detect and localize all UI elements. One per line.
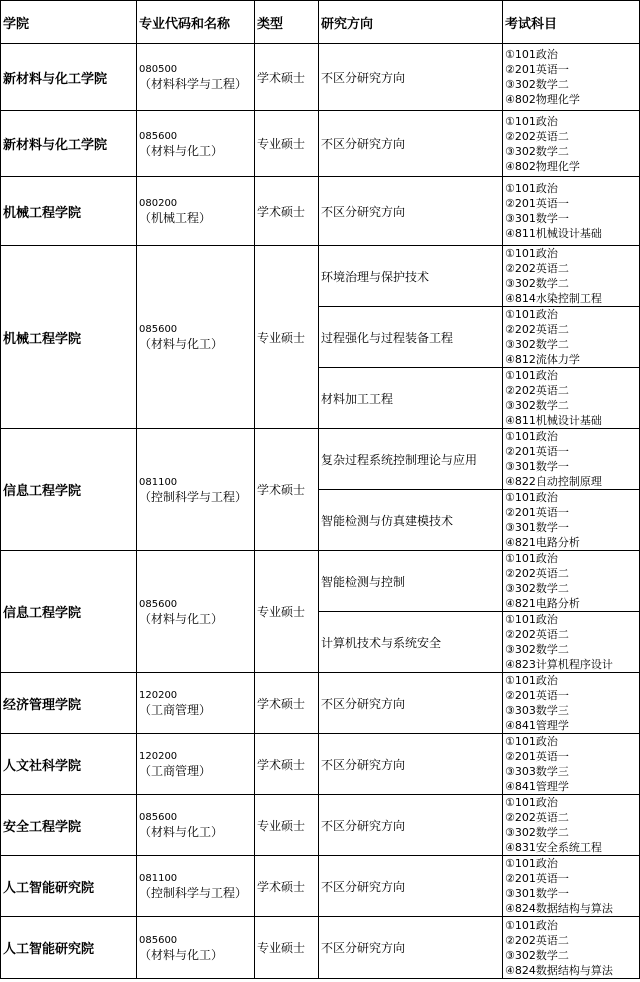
exam-subject: ②202英语二 xyxy=(505,129,569,143)
exam-subjects-cell xyxy=(503,429,640,490)
college-cell: 机械工程学院 xyxy=(1,177,137,246)
research-direction-cell: 不区分研究方向 xyxy=(319,856,503,917)
exam-subjects-cell xyxy=(503,917,640,979)
exam-subject: ③302数学二 xyxy=(505,826,569,839)
exam-subject: ③301数学一 xyxy=(505,460,569,473)
research-direction-cell: 不区分研究方向 xyxy=(319,917,503,979)
exam-subject: ①101政治 xyxy=(505,114,558,128)
table-row xyxy=(1,917,640,979)
exam-subject: ③301数学一 xyxy=(505,521,569,534)
exam-subject: ①101政治 xyxy=(505,796,558,809)
exam-subject: ①101政治 xyxy=(505,48,558,61)
header-exams: 考试科目 xyxy=(503,1,640,44)
major-code: 081100 xyxy=(139,873,178,884)
degree-type-cell: 专业硕士 xyxy=(255,917,319,979)
table-row xyxy=(1,734,640,795)
exam-subject: ②202英语二 xyxy=(505,628,569,641)
exam-subject: ②202英语二 xyxy=(505,933,569,947)
exam-subject: ②202英语二 xyxy=(505,262,569,275)
degree-type-cell: 专业硕士 xyxy=(255,111,319,177)
exam-subject: ①101政治 xyxy=(505,430,558,443)
research-direction-cell: 智能检测与控制 xyxy=(319,551,503,612)
major-code: 080500 xyxy=(139,64,178,75)
exam-subject: ③302数学二 xyxy=(505,144,569,158)
exam-subject: ④802物理化学 xyxy=(505,93,580,106)
table-row xyxy=(1,795,640,856)
exam-subject: ②201英语一 xyxy=(505,872,569,885)
exam-subjects-cell xyxy=(503,551,640,612)
table-row xyxy=(1,111,640,177)
exam-subject: ④811机械设计基础 xyxy=(505,227,602,240)
major-cell xyxy=(137,917,255,979)
major-code: 085600 xyxy=(139,934,178,946)
exam-subject: ①101政治 xyxy=(505,247,558,260)
major-name: （材料科学与工程） xyxy=(139,77,248,91)
exam-subject: ③301数学一 xyxy=(505,212,569,225)
major-code: 081100 xyxy=(139,476,178,488)
research-direction-cell: 智能检测与仿真建模技术 xyxy=(319,490,503,551)
header-type: 类型 xyxy=(255,1,319,44)
exam-subjects-cell xyxy=(503,307,640,368)
college-cell: 机械工程学院 xyxy=(1,246,137,429)
exam-subject: ④814水染控制工程 xyxy=(505,292,602,305)
exam-subject: ①101政治 xyxy=(505,308,558,321)
exam-subject: ③302数学二 xyxy=(505,582,569,595)
exam-subject: ④841管理学 xyxy=(505,780,569,793)
table-row xyxy=(1,429,640,490)
research-direction-cell: 不区分研究方向 xyxy=(319,44,503,111)
exam-subject: ③302数学二 xyxy=(505,78,569,91)
degree-type-cell: 学术硕士 xyxy=(255,734,319,795)
exam-subjects-cell xyxy=(503,44,640,111)
major-name: （材料与化工） xyxy=(139,825,224,839)
exam-subject: ②201英语一 xyxy=(505,445,569,458)
exam-subjects-cell xyxy=(503,111,640,177)
college-cell: 经济管理学院 xyxy=(1,673,137,734)
exam-subjects-cell xyxy=(503,612,640,673)
table-row xyxy=(1,44,640,111)
exam-subject: ①101政治 xyxy=(505,552,558,565)
research-direction-cell: 计算机技术与系统安全 xyxy=(319,612,503,673)
major-name: （控制科学与工程） xyxy=(139,886,248,900)
exam-subject: ①101政治 xyxy=(505,674,558,687)
exam-subject: ②202英语二 xyxy=(505,384,569,397)
college-cell: 新材料与化工学院 xyxy=(1,111,137,177)
exam-subject: ③302数学二 xyxy=(505,948,569,962)
exam-subject: ③302数学二 xyxy=(505,338,569,351)
major-code: 080200 xyxy=(139,198,178,209)
exam-subjects-cell xyxy=(503,177,640,246)
major-code: 120200 xyxy=(139,690,178,701)
college-cell: 人工智能研究院 xyxy=(1,856,137,917)
major-cell xyxy=(137,734,255,795)
major-cell xyxy=(137,177,255,246)
exam-subject: ①101政治 xyxy=(505,735,558,748)
research-direction-cell: 材料加工工程 xyxy=(319,368,503,429)
exam-subject: ④823计算机程序设计 xyxy=(505,658,613,671)
major-name: （材料与化工） xyxy=(139,947,224,962)
major-name: （工商管理） xyxy=(139,703,212,717)
research-direction-cell: 复杂过程系统控制理论与应用 xyxy=(319,429,503,490)
table-row xyxy=(1,177,640,246)
exam-subject: ④811机械设计基础 xyxy=(505,414,602,427)
exam-subject: ③302数学二 xyxy=(505,643,569,656)
exam-subjects-cell xyxy=(503,856,640,917)
header-direction: 研究方向 xyxy=(319,1,503,44)
exam-subject: ①101政治 xyxy=(505,491,558,504)
major-cell xyxy=(137,673,255,734)
research-direction-cell: 不区分研究方向 xyxy=(319,734,503,795)
exam-subject: ④821电路分析 xyxy=(505,536,580,549)
exam-subjects-cell xyxy=(503,734,640,795)
exam-subject: ②201英语一 xyxy=(505,197,569,210)
research-direction-cell: 环境治理与保护技术 xyxy=(319,246,503,307)
exam-subject: ④831安全系统工程 xyxy=(505,841,602,854)
major-cell xyxy=(137,44,255,111)
major-cell xyxy=(137,795,255,856)
degree-type-cell: 学术硕士 xyxy=(255,856,319,917)
college-cell: 安全工程学院 xyxy=(1,795,137,856)
major-cell xyxy=(137,111,255,177)
major-cell xyxy=(137,429,255,551)
exam-subject: ②201英语一 xyxy=(505,689,569,702)
exam-subject: ②201英语一 xyxy=(505,63,569,76)
major-cell xyxy=(137,856,255,917)
major-name: （材料与化工） xyxy=(139,611,224,626)
research-direction-cell: 不区分研究方向 xyxy=(319,111,503,177)
exam-subject: ④821电路分析 xyxy=(505,597,580,610)
exam-subject: ③302数学二 xyxy=(505,399,569,412)
degree-type-cell: 专业硕士 xyxy=(255,795,319,856)
exam-subject: ①101政治 xyxy=(505,613,558,626)
degree-type-cell: 学术硕士 xyxy=(255,177,319,246)
table-body xyxy=(1,44,640,979)
exam-subject: ④812流体力学 xyxy=(505,353,580,366)
major-name: （控制科学与工程） xyxy=(139,489,248,504)
header-college: 学院 xyxy=(1,1,137,44)
major-code: 085600 xyxy=(139,812,178,823)
exam-subject: ②201英语一 xyxy=(505,506,569,519)
major-cell xyxy=(137,551,255,673)
major-code: 085600 xyxy=(139,598,178,610)
exam-subject: ④824数据结构与算法 xyxy=(505,902,613,915)
major-name: （材料与化工） xyxy=(139,143,224,158)
major-code: 120200 xyxy=(139,751,178,762)
exam-subject: ③301数学一 xyxy=(505,887,569,900)
exam-subject: ①101政治 xyxy=(505,369,558,382)
exam-subject: ②202英语二 xyxy=(505,567,569,580)
exam-subjects-cell xyxy=(503,490,640,551)
research-direction-cell: 不区分研究方向 xyxy=(319,673,503,734)
degree-type-cell: 专业硕士 xyxy=(255,246,319,429)
table-row xyxy=(1,551,640,612)
header-major: 专业代码和名称 xyxy=(137,1,255,44)
exam-subject: ②202英语二 xyxy=(505,811,569,824)
exam-subject: ①101政治 xyxy=(505,918,558,932)
header-row xyxy=(1,1,640,44)
exam-subject: ②202英语二 xyxy=(505,323,569,336)
exam-subject: ③303数学三 xyxy=(505,765,569,778)
exam-subject: ④824数据结构与算法 xyxy=(505,963,613,977)
exam-subjects-cell xyxy=(503,795,640,856)
major-cell xyxy=(137,246,255,429)
major-name: （机械工程） xyxy=(139,211,212,225)
table-row xyxy=(1,673,640,734)
college-cell: 人文社科学院 xyxy=(1,734,137,795)
exam-subjects-cell xyxy=(503,246,640,307)
exam-subject: ①101政治 xyxy=(505,182,558,195)
major-code: 085600 xyxy=(139,324,178,335)
research-direction-cell: 过程强化与过程装备工程 xyxy=(319,307,503,368)
exam-subject: ④822自动控制原理 xyxy=(505,475,602,488)
exam-subject: ④802物理化学 xyxy=(505,159,580,173)
exam-subject: ④841管理学 xyxy=(505,719,569,732)
degree-type-cell: 专业硕士 xyxy=(255,551,319,673)
exam-subject: ②201英语一 xyxy=(505,750,569,763)
degree-type-cell: 学术硕士 xyxy=(255,429,319,551)
exam-subject: ③302数学二 xyxy=(505,277,569,290)
college-cell: 信息工程学院 xyxy=(1,551,137,673)
exam-subjects-cell xyxy=(503,368,640,429)
major-code: 085600 xyxy=(139,130,178,142)
table-row xyxy=(1,246,640,307)
exam-subject: ③303数学三 xyxy=(505,704,569,717)
exam-subjects-cell xyxy=(503,673,640,734)
college-cell: 人工智能研究院 xyxy=(1,917,137,979)
exam-subject: ①101政治 xyxy=(505,857,558,870)
research-direction-cell: 不区分研究方向 xyxy=(319,177,503,246)
research-direction-cell: 不区分研究方向 xyxy=(319,795,503,856)
major-name: （工商管理） xyxy=(139,764,212,778)
major-name: （材料与化工） xyxy=(139,337,224,351)
college-cell: 信息工程学院 xyxy=(1,429,137,551)
college-cell: 新材料与化工学院 xyxy=(1,44,137,111)
degree-type-cell: 学术硕士 xyxy=(255,673,319,734)
table-row xyxy=(1,856,640,917)
degree-type-cell: 学术硕士 xyxy=(255,44,319,111)
